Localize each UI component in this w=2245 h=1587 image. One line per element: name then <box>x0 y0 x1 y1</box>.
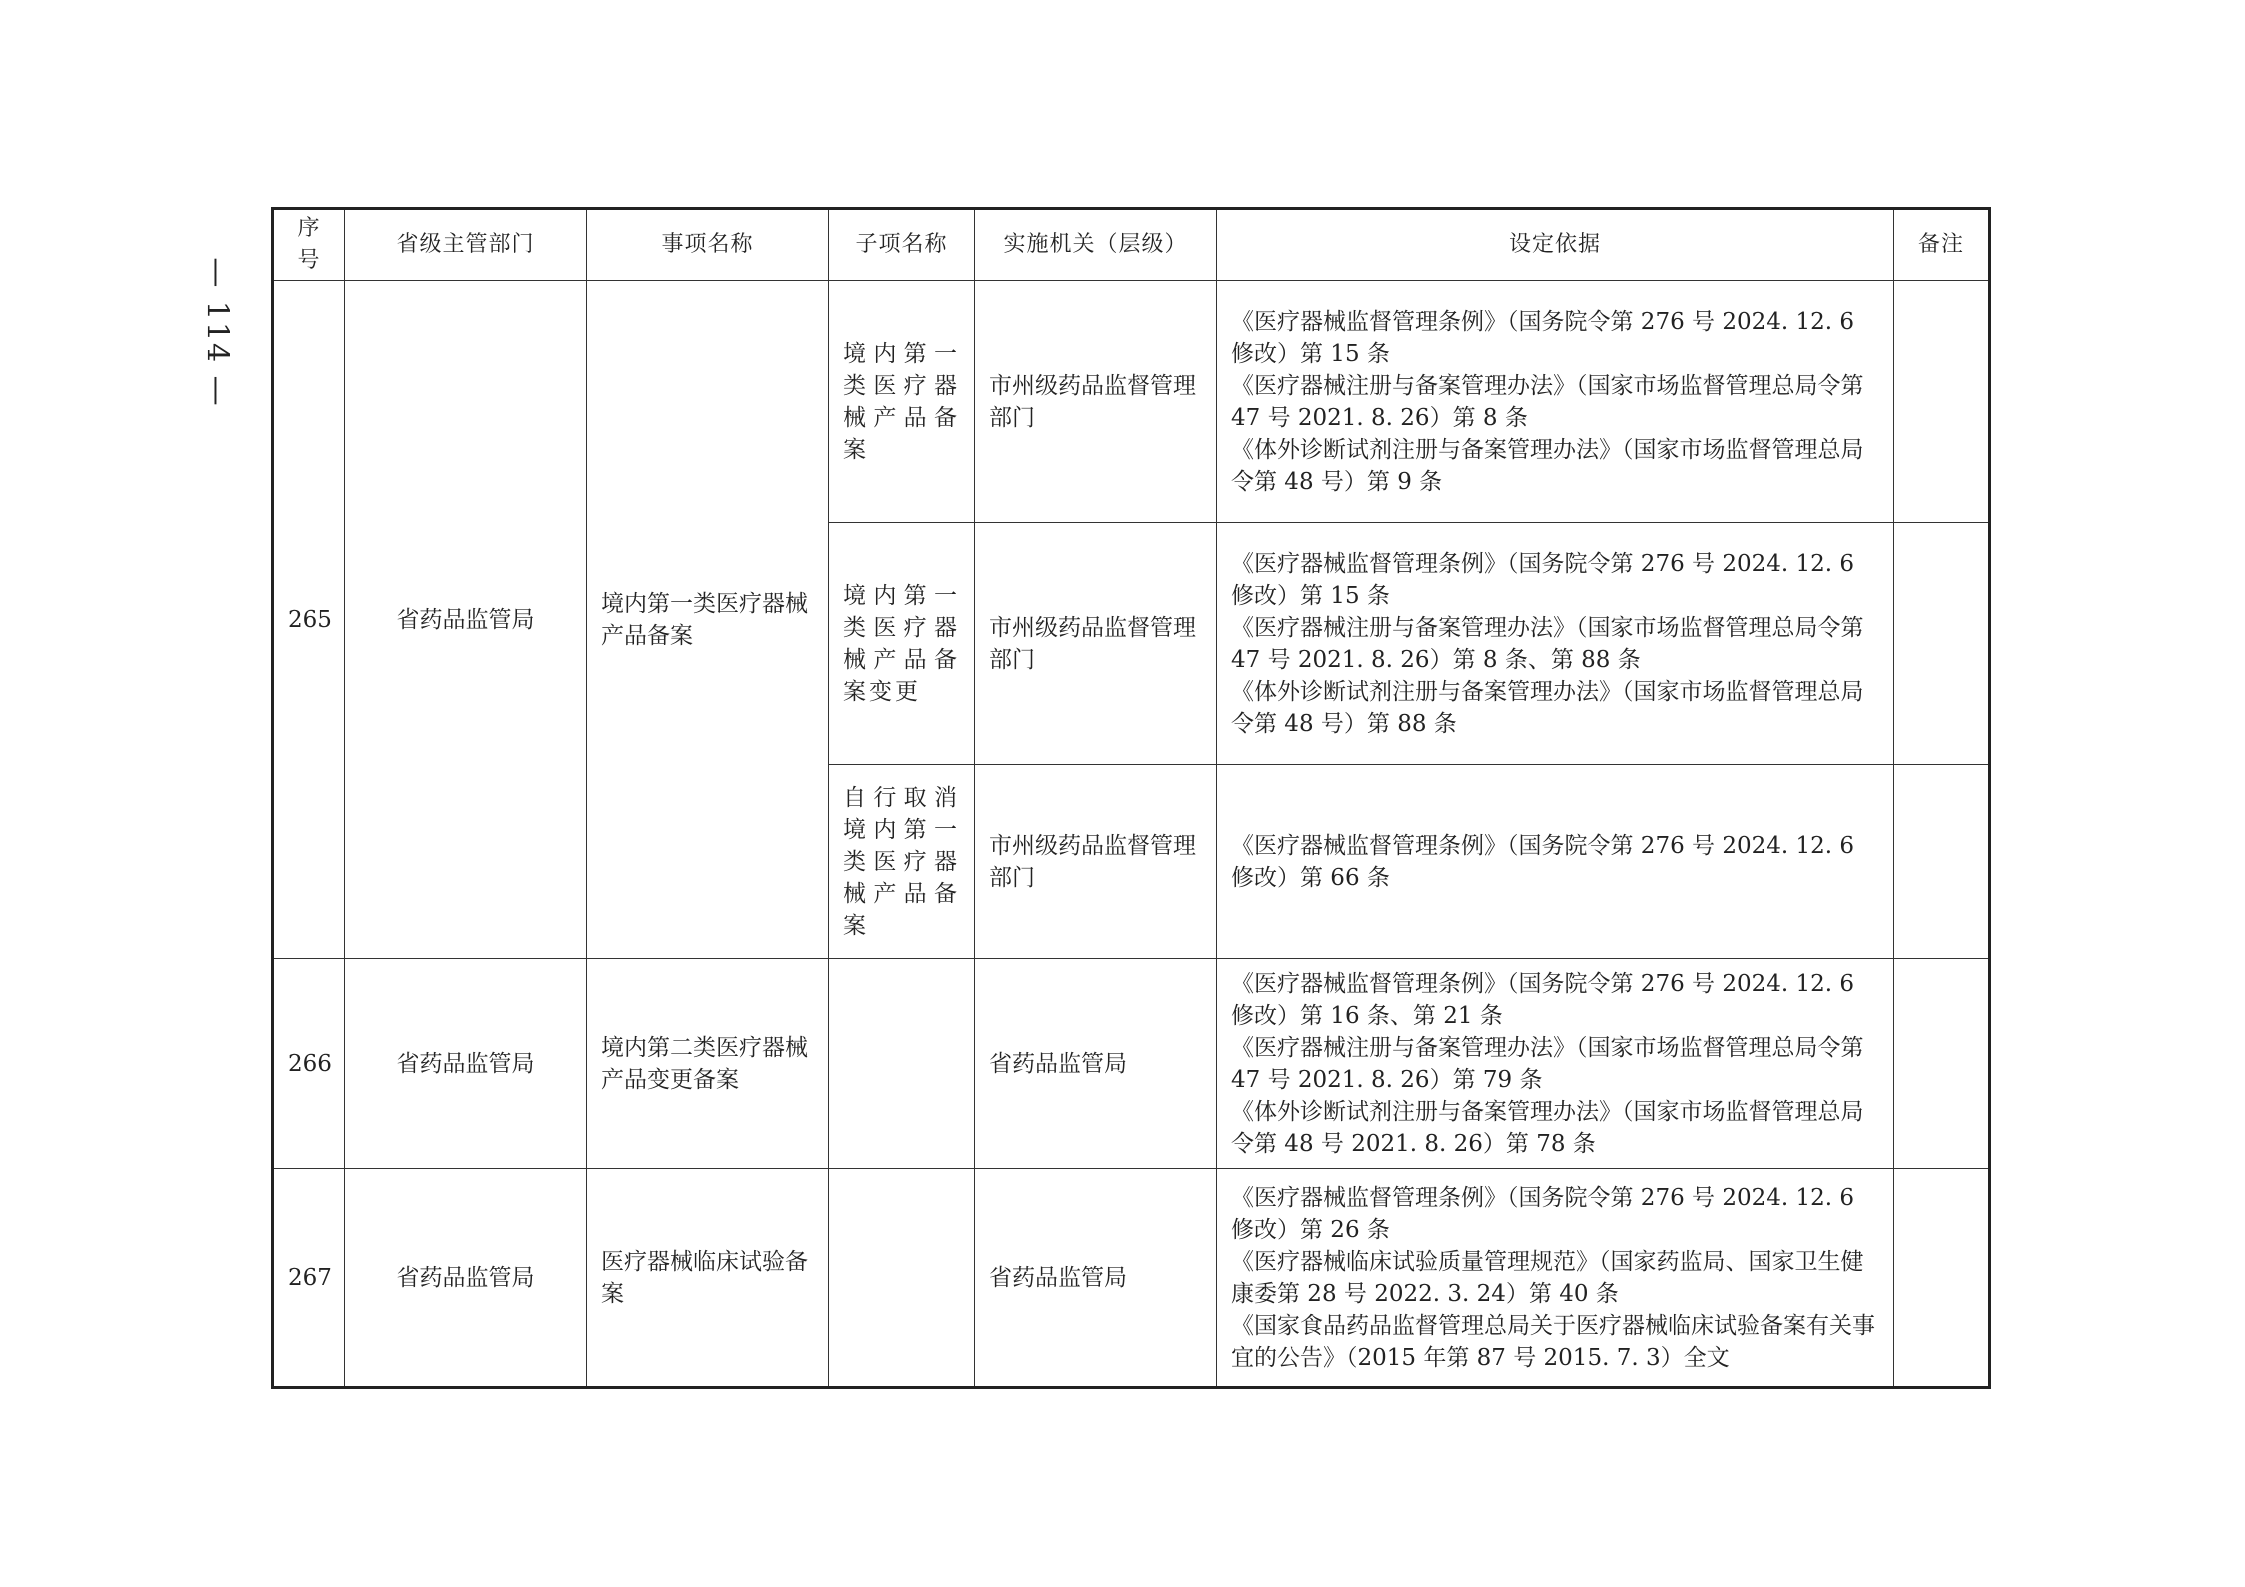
sub-item-note <box>1894 523 1990 765</box>
page-number-text: — 114 — <box>199 257 235 408</box>
header-row <box>273 209 1990 281</box>
basis-line: 《体外诊断试剂注册与备案管理办法》（国家市场监督管理总局令第 48 号）第 88 条 <box>1231 678 1864 737</box>
row-dept: 省药品监管局 <box>345 1169 587 1388</box>
basis-line: 《医疗器械注册与备案管理办法》（国家市场监督管理总局令第 47 号 2021. 8. 26）第 79 条 <box>1231 1034 1864 1093</box>
row-note <box>1894 959 1990 1169</box>
basis-line: 《医疗器械监督管理条例》（国务院令第 276 号 2024. 12. 6 修改）第 15 条 <box>1231 550 1855 609</box>
row-basis <box>1217 1169 1894 1388</box>
row-dept: 省药品监管局 <box>345 959 587 1169</box>
basis-line: 《医疗器械注册与备案管理办法》（国家市场监督管理总局令第 47 号 2021. 8. 26）第 8 条、第 88 条 <box>1231 614 1864 673</box>
header-sub: 子项名称 <box>829 209 975 281</box>
row-seq: 265 <box>273 281 345 959</box>
basis-line: 《医疗器械监督管理条例》（国务院令第 276 号 2024. 12. 6 修改）第 15 条 <box>1231 308 1855 367</box>
basis-line: 《医疗器械注册与备案管理办法》（国家市场监督管理总局令第 47 号 2021. 8. 26）第 8 条 <box>1231 372 1864 431</box>
sub-item-note <box>1894 281 1990 523</box>
row-sub <box>829 1169 975 1388</box>
basis-line: 《医疗器械临床试验质量管理规范》（国家药监局、国家卫生健康委第 28 号 2022. 3. 24）第 40 条 <box>1231 1248 1864 1307</box>
header-basis: 设定依据 <box>1217 209 1894 281</box>
sub-item-agency: 市州级药品监督管理部门 <box>975 765 1217 959</box>
sub-item-basis <box>1217 765 1894 959</box>
row-basis <box>1217 959 1894 1169</box>
sub-item-agency: 市州级药品监督管理部门 <box>975 281 1217 523</box>
sub-item-basis <box>1217 281 1894 523</box>
row-agency: 省药品监管局 <box>975 1169 1217 1388</box>
row-note <box>1894 1169 1990 1388</box>
header-item: 事项名称 <box>587 209 829 281</box>
basis-line: 《体外诊断试剂注册与备案管理办法》（国家市场监督管理总局令第 48 号 2021. 8. 26）第 78 条 <box>1231 1098 1864 1157</box>
row-item: 境内第二类医疗器械产品变更备案 <box>587 959 829 1169</box>
row-seq: 266 <box>273 959 345 1169</box>
header-dept: 省级主管部门 <box>345 209 587 281</box>
sub-item-agency: 市州级药品监督管理部门 <box>975 523 1217 765</box>
page-number <box>196 245 238 420</box>
basis-line: 《国家食品药品监督管理总局关于医疗器械临床试验备案有关事宜的公告》（2015 年第 87 号 2015. 7. 3）全文 <box>1231 1312 1875 1371</box>
sub-item-basis <box>1217 523 1894 765</box>
table-row <box>273 281 1990 523</box>
sub-item-name: 境内第一类医疗器械产品备案变更 <box>829 523 975 765</box>
regulation-table <box>271 207 1991 1389</box>
row-agency: 省药品监管局 <box>975 959 1217 1169</box>
basis-line: 《医疗器械监督管理条例》（国务院令第 276 号 2024. 12. 6 修改）第 16 条、第 21 条 <box>1231 970 1855 1029</box>
row-seq: 267 <box>273 1169 345 1388</box>
row-dept: 省药品监管局 <box>345 281 587 959</box>
sub-item-name: 境内第一类医疗器械产品备案 <box>829 281 975 523</box>
basis-line: 《医疗器械监督管理条例》（国务院令第 276 号 2024. 12. 6 修改）第 66 条 <box>1231 832 1855 891</box>
header-seq: 序号 <box>273 209 345 281</box>
row-item: 境内第一类医疗器械产品备案 <box>587 281 829 959</box>
sub-item-note <box>1894 765 1990 959</box>
header-agency: 实施机关（层级） <box>975 209 1217 281</box>
basis-line: 《医疗器械监督管理条例》（国务院令第 276 号 2024. 12. 6 修改）第 26 条 <box>1231 1184 1855 1243</box>
header-note: 备注 <box>1894 209 1990 281</box>
basis-line: 《体外诊断试剂注册与备案管理办法》（国家市场监督管理总局令第 48 号）第 9 条 <box>1231 436 1864 495</box>
table-row <box>273 1169 1990 1388</box>
row-sub <box>829 959 975 1169</box>
sub-item-name: 自行取消境内第一类医疗器械产品备案 <box>829 765 975 959</box>
row-item: 医疗器械临床试验备案 <box>587 1169 829 1388</box>
table-row <box>273 959 1990 1169</box>
